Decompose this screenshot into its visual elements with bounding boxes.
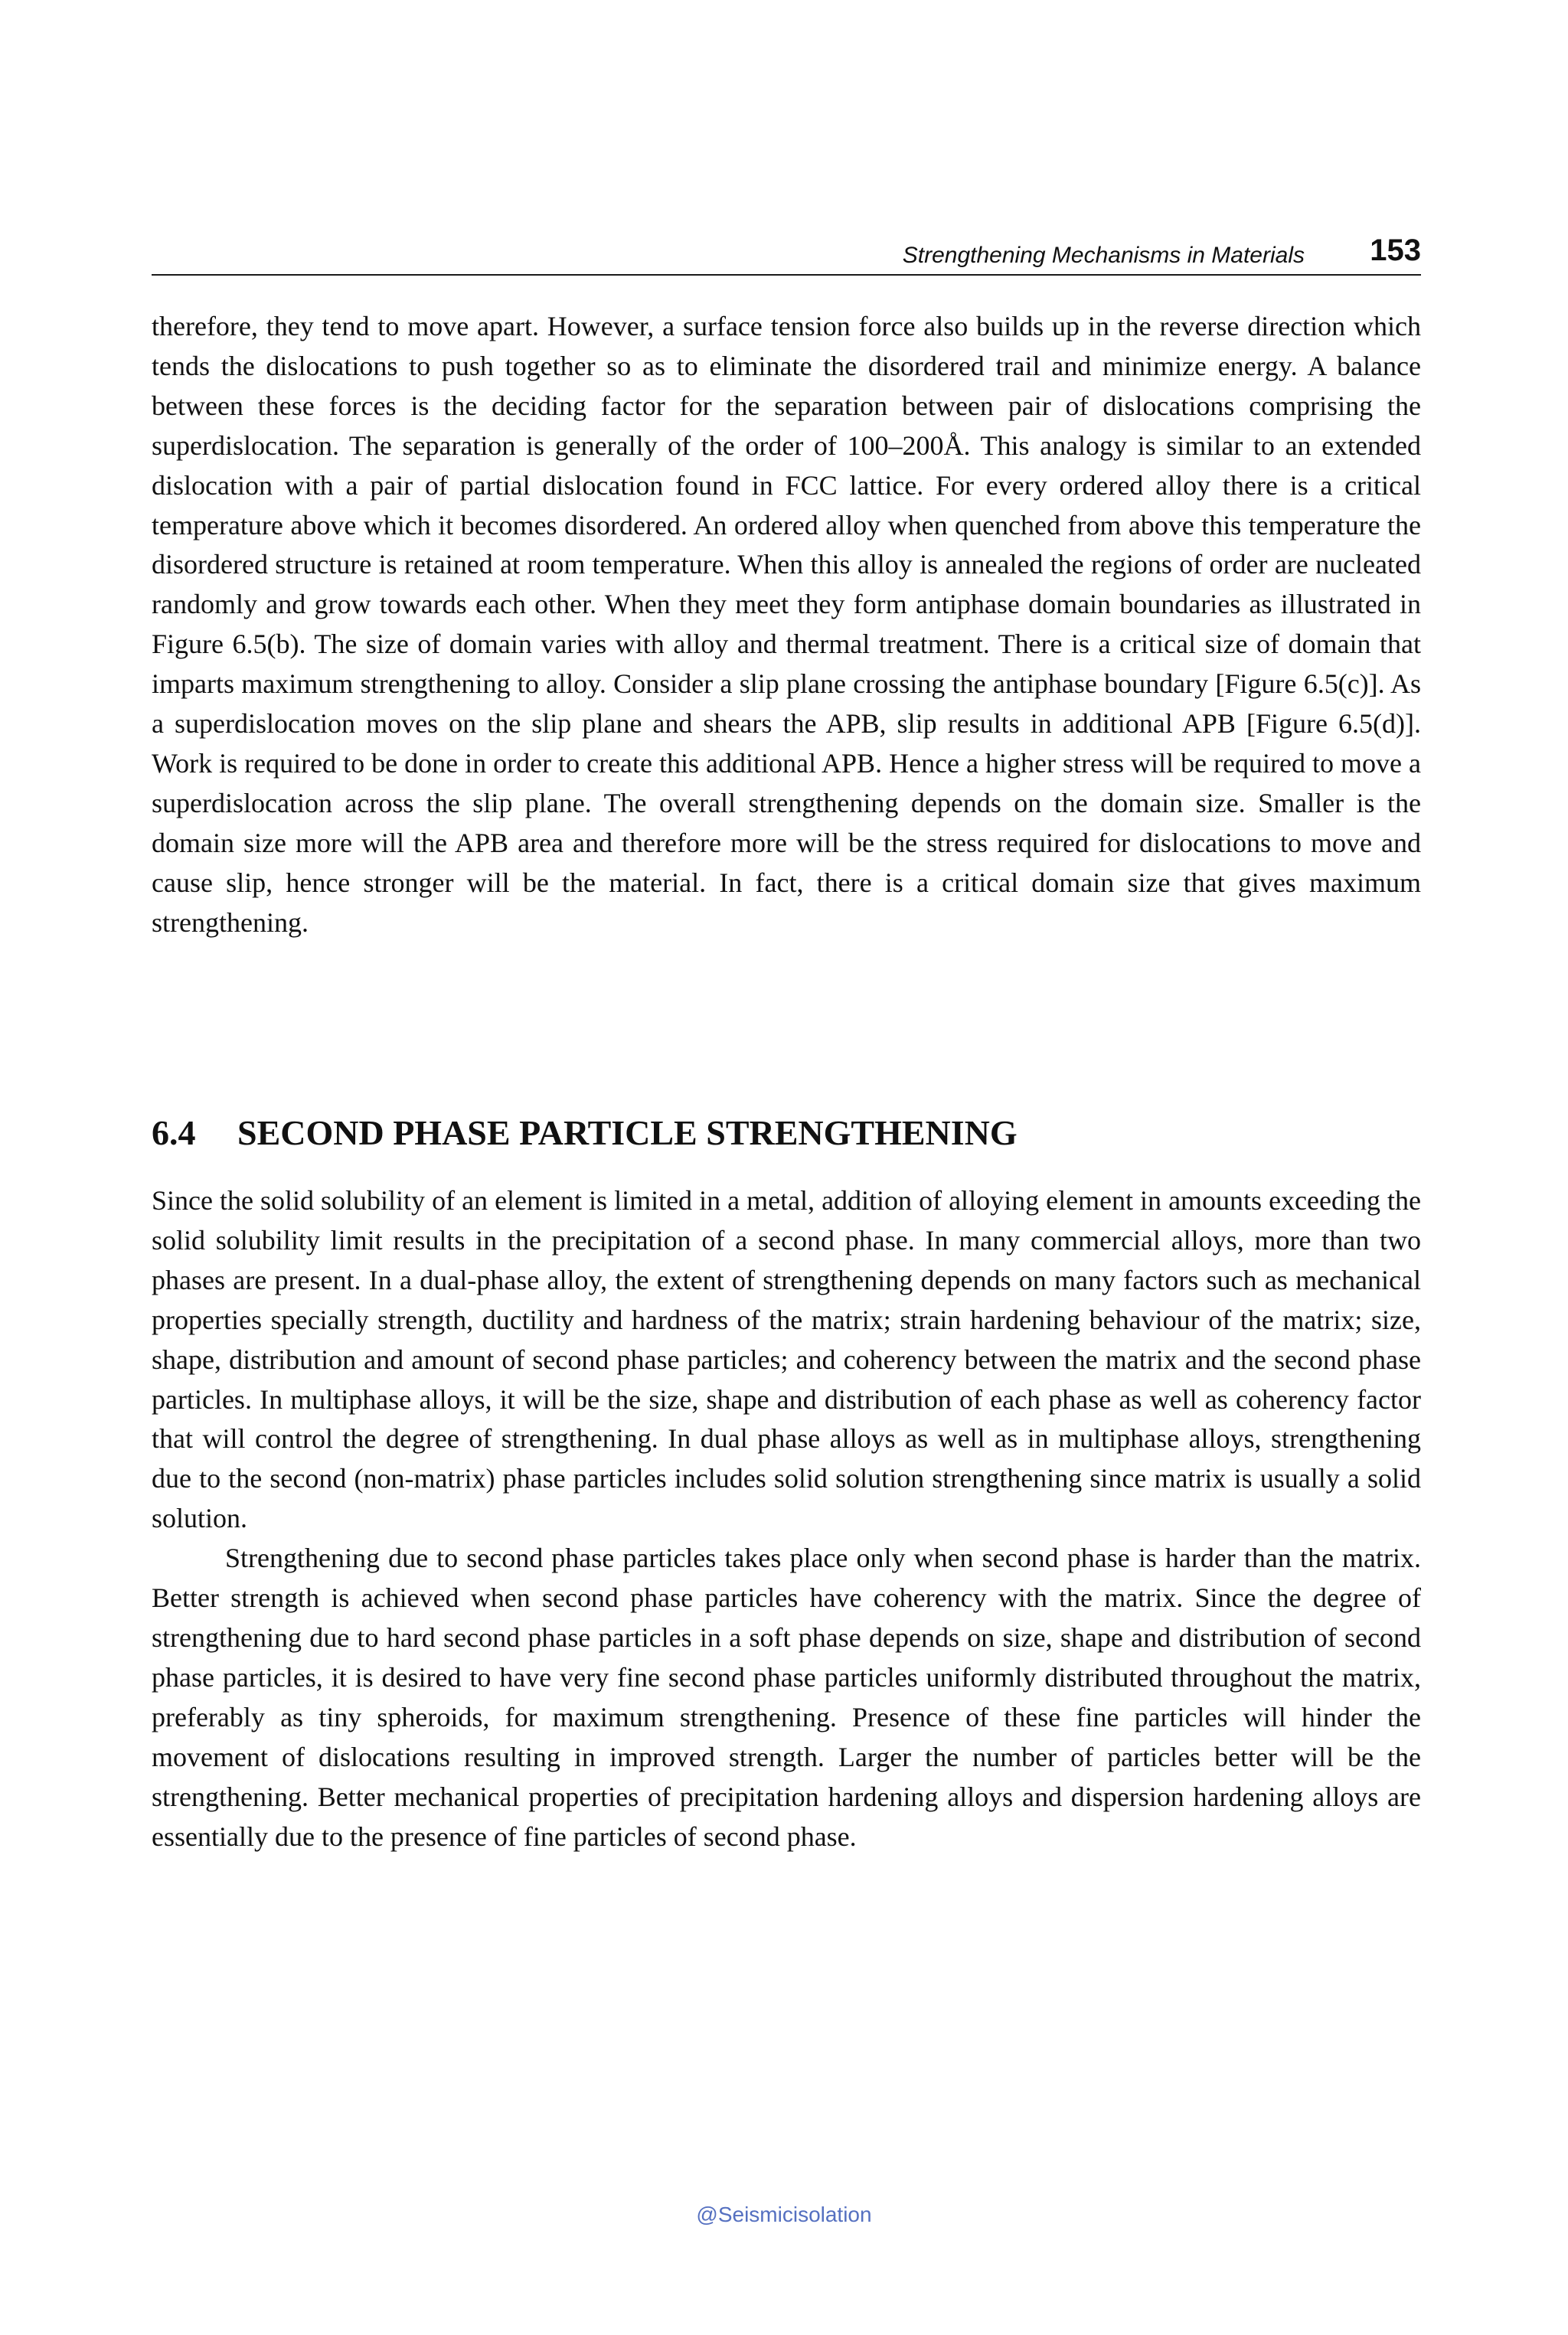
section-number: 6.4 [152,1113,196,1152]
section-heading [152,1110,1421,1156]
section-title: SECOND PHASE PARTICLE STRENGTHENING [237,1113,1018,1152]
continued-text-block [152,307,1421,943]
paragraph: Strengthening due to second phase particles takes place only when second phase is harder than the matrix. Better strength is achieved when second phase particles have coherency with the matrix. Since the degree of strengthening due to hard second phase particles in a soft phase depends on size, shape and distribution of second phase particles, it is desired to have very fine second phase particles uniformly distributed throughout the matrix, preferably as tiny spheroids, for maximum strengthening. Presence of these fine particles will hinder the movement of dislocations resulting in improved strength. Larger the number of particles better will be the strengthening. Better mechanical properties of precipitation hardening alloys and dispersion hardening alloys are essentially due to the presence of fine particles of second phase. [152,1543,1421,1852]
page-number: 153 [1370,234,1421,267]
running-title: Strengthening Mechanisms in Materials [902,243,1305,268]
paragraph: therefore, they tend to move apart. However, a surface tension force also builds up in the reverse direction which tends the dislocations to push together so as to eliminate the disordered trail and minimize energy. A balance between these forces is the deciding factor for the separation between pair of dislocations comprising the superdislocation. The separation is generally of the order of 100–200Å. This analogy is similar to an extended dislocation with a pair of partial dislocation found in FCC lattice. For every ordered alloy there is a critical temperature above which it becomes disordered. An ordered alloy when quenched from above this temperature the disordered structure is retained at room temperature. When this alloy is annealed the regions of order are nucleated randomly and grow towards each other. When they meet they form antiphase domain boundaries as illustrated in Figure 6.5(b). The size of domain varies with alloy and thermal treatment. There is a critical size of domain that imparts maximum strengthening to alloy. Consider a slip plane crossing the antiphase boundary [Figure 6.5(c)]. As a superdislocation moves on the slip plane and shears the APB, slip results in additional APB [Figure 6.5(d)]. Work is required to be done in order to create this additional APB. Hence a higher stress will be required to move a superdislocation across the slip plane. The overall strengthening depends on the domain size. Smaller is the domain size more will the APB area and therefore more will be the stress required for dislocations to move and cause slip, hence stronger will be the material. In fact, there is a critical domain size that gives maximum strengthening. [152,311,1421,938]
watermark-text: @Seismicisolation [696,2203,872,2226]
running-header [152,230,1421,276]
paragraph: Since the solid solubility of an element is limited in a metal, addition of alloying element in amounts exceeding the solid solubility limit results in the precipitation of a second phase. In many commercial alloys, more than two phases are present. In a dual-phase alloy, the extent of strengthening depends on many factors such as mechanical properties specially strength, ductility and hardness of the matrix; strain hardening behaviour of the matrix; size, shape, distribution and amount of second phase particles; and coherency between the matrix and the second phase particles. In multiphase alloys, it will be the size, shape and distribution of each phase as well as coherency factor that will control the degree of strengthening. In dual phase alloys as well as in multiphase alloys, strengthening due to the second (non-matrix) phase particles includes solid solution strengthening since matrix is usually a solid solution. [152,1185,1421,1534]
section-body [152,1181,1421,1857]
